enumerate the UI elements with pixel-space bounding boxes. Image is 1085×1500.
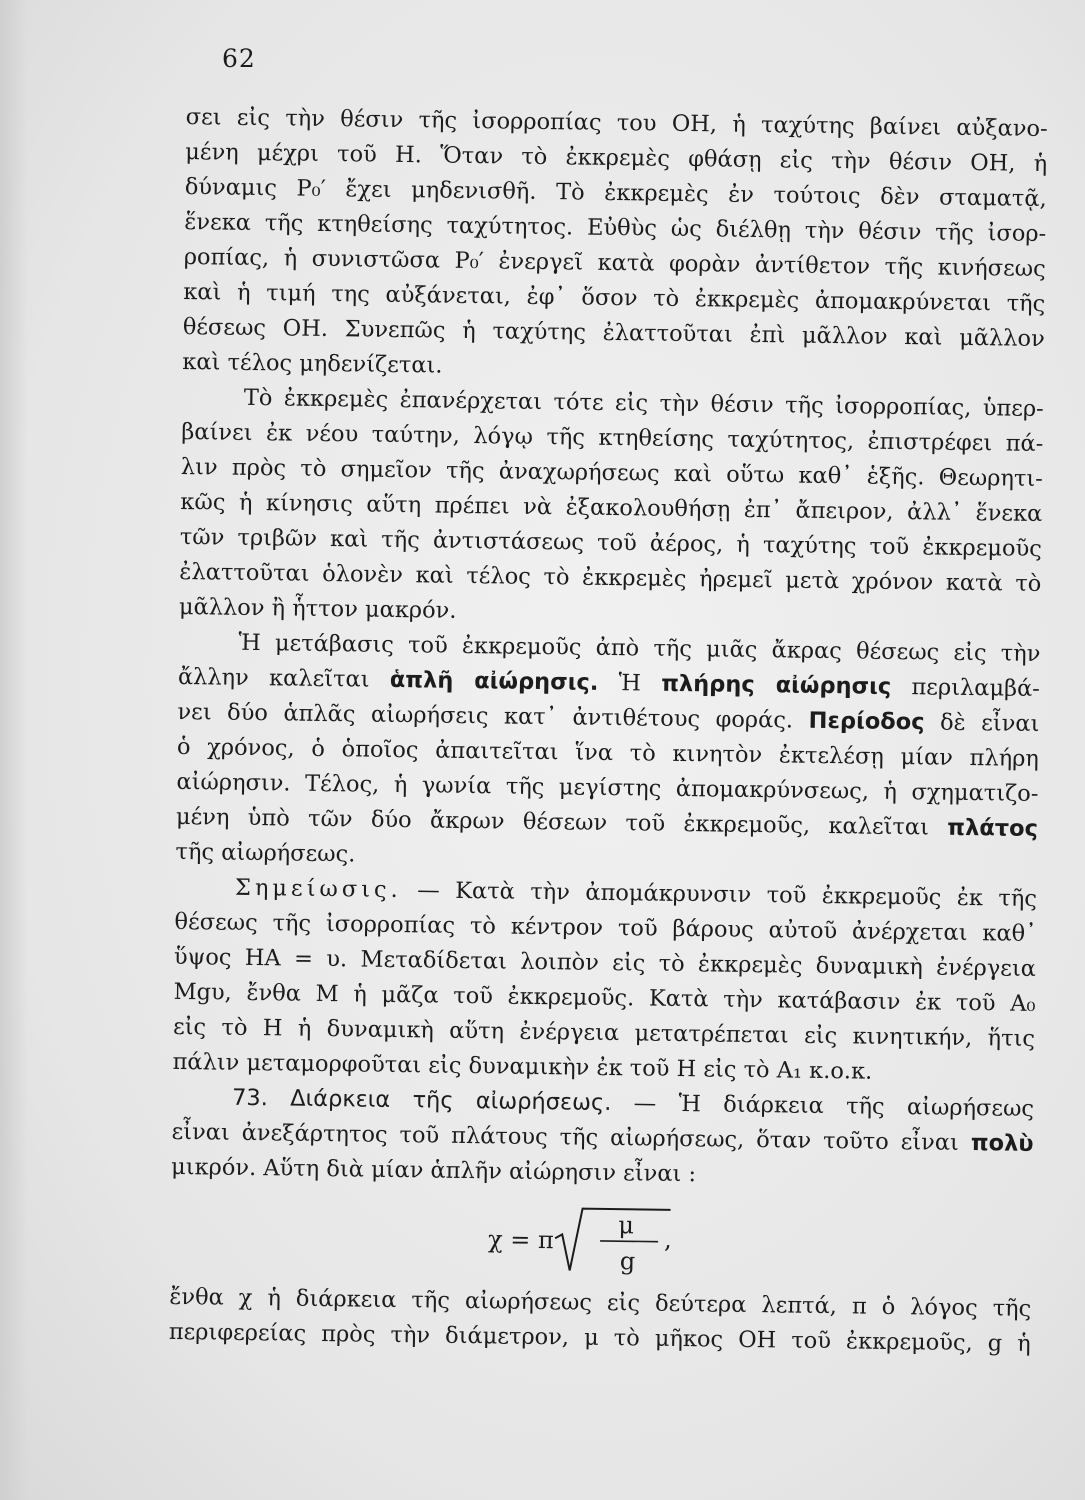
sqrt-sign (555, 1208, 671, 1272)
text-line: ροπίας, ἡ συνιστῶσα Ρ₀′ ἐνεργεῖ κατὰ φορὰν ἀντίθετον τῆς κινήσεως (183, 243, 1046, 283)
section-title: Διάρκεια τῆς αἰωρήσεως. (290, 1085, 612, 1117)
page-number: 62 (222, 44, 256, 73)
text-line: ὁ χρόνος, ὁ ὁποῖος ἀπαιτεῖται ἵνα τὸ κινητὸν ἐκτελέσῃ μίαν πλήρη (176, 733, 1040, 772)
text-span: νει δύο ἁπλᾶς αἰωρήσεις κατ᾽ ἀντιθέτους φοράς. (177, 698, 794, 734)
text-span: μένη ὑπὸ τῶν δύο ἄκρων θέσεων τοῦ ἐκκρεμοῦς, καλεῖται (175, 803, 930, 841)
text-line: Mgυ, ἔνθα Μ ἡ μᾶζα τοῦ ἐκκρεμοῦς. Κατὰ τὴν κατάβασιν ἐκ τοῦ Α₀ (173, 978, 1036, 1017)
formula-lhs: χ = π (487, 1225, 554, 1255)
term-very: πολὺ (970, 1130, 1034, 1157)
text-line: καὶ ἡ τιμή της αὐξάνεται, ἐφ᾽ ὅσον τὸ ἐκκρεμὲς ἀπομακρύνεται τῆς (183, 278, 1046, 318)
text-line: αἰώρησιν. Τέλος, ἡ γωνία τῆς μεγίστης ἀπομακρύνσεως, ἡ σχηματιζο- (176, 768, 1039, 807)
text-line: ἕνεκα τῆς κτηθείσης ταχύτητος. Εὐθὺς ὡς διέλθῃ τὴν θέσιν τῆς ἰσορ- (184, 208, 1047, 248)
text-line: λιν πρὸς τὸ σημεῖον τῆς ἀναχωρήσεως καὶ οὕτω καθ᾽ ἑξῆς. Θεωρητι- (180, 453, 1043, 492)
term-simple-oscillation: ἁπλῆ αἰώρησις. (389, 666, 599, 696)
text-line: ἔνθα χ ἡ διάρκεια τῆς αἰωρήσεως εἰς δεύτερα λεπτά, π ὁ λόγος τῆς (169, 1283, 1032, 1322)
period-formula (170, 1185, 1033, 1292)
text-line: τῆς αἰωρήσεως. (175, 838, 356, 868)
note-label: Σημείωσις. (234, 874, 402, 904)
body-text (169, 100, 1048, 1362)
text-line: περιφερείας πρὸς τὴν διάμετρον, μ τὸ μῆκος ΟΗ τοῦ ἐκκρεμοῦς, g ἡ (168, 1318, 1031, 1357)
term-amplitude: πλάτος (947, 814, 1039, 842)
text-span: ἄλλην καλεῖται (177, 663, 370, 693)
text-line: μένη μέχρι τοῦ Η. Ὅταν τὸ ἐκκρεμὲς φθάσῃ εἰς τὴν θέσιν ΟΗ, ἡ (185, 138, 1048, 178)
text-line: θέσεως τῆς ἰσορροπίας τὸ κέντρον τοῦ βάρους αὐτοῦ ἀνέρχεται καθ᾽ (174, 908, 1037, 947)
text-line: πάλιν μεταμορφοῦται εἰς δυναμικὴν ἐκ τοῦ Η εἰς τὸ Α₁ κ.ο.κ. (172, 1048, 873, 1085)
formula-graphic (170, 1185, 1031, 1292)
text-line: ἐλαττοῦται ὁλονὲν καὶ τέλος τὸ ἐκκρεμὲς ἠρεμεῖ μετὰ χρόνον κατὰ τὸ (179, 558, 1042, 597)
text-line: εἰς τὸ Η ἡ δυναμικὴ αὕτη ἐνέργεια μετατρέπεται εἰς κινητικήν, ἥτις (172, 1013, 1036, 1052)
formula-denominator: g (619, 1247, 636, 1276)
text-span: Ἡ (618, 670, 642, 697)
text-line: Τὸ ἐκκρεμὲς ἐπανέρχεται τότε εἰς τὴν θέσιν τῆς ἰσορροπίας, ὑπερ- (243, 384, 1044, 423)
text-span: εἶναι ἀνεξάρτητος τοῦ πλάτους τῆς αἰωρήσεως, ὅταν τοῦτο εἶναι (171, 1118, 960, 1156)
text-line: μικρόν. Αὕτη διὰ μίαν ἁπλῆν αἰώρησιν εἶναι : (170, 1153, 697, 1188)
text-line: καὶ τέλος μηδενίζεται. (182, 348, 443, 379)
formula-comma: , (663, 1225, 672, 1254)
section-number: 73. (231, 1084, 269, 1112)
text-line: βαίνει ἐκ νέου ταύτην, λόγῳ τῆς κτηθείσης ταχύτητος, ἐπιστρέφει πά- (181, 418, 1044, 458)
text-line: τῶν τριβῶν καὶ τῆς ἀντιστάσεως τοῦ ἀέρος, ἡ ταχύτης τοῦ ἐκκρεμοῦς (179, 523, 1042, 562)
text-line: θέσεως ΟΗ. Συνεπῶς ἡ ταχύτης ἐλαττοῦται ἐπὶ μᾶλλον καὶ μᾶλλον (182, 313, 1045, 353)
text-line: δύναμις Ρ₀′ ἔχει μηδενισθῆ. Τὸ ἐκκρεμὲς ἐν τούτοις δὲν σταματᾷ, (184, 173, 1047, 213)
page-gutter-shadow (0, 0, 28, 1500)
term-full-oscillation: πλήρης αἰώρησις (661, 670, 892, 700)
text-span: — Κατὰ τὴν ἀπομάκρυνσιν τοῦ ἐκκρεμοῦς ἐκ τῆς (417, 877, 1038, 912)
text-line: ὕψος ΗΑ = υ. Μεταδίδεται λοιπὸν εἰς τὸ ἐκκρεμὲς δυναμικὴ ἐνέργεια (173, 943, 1037, 982)
text-line: μᾶλλον ἢ ἧττον μακρόν. (178, 593, 457, 624)
text-span: περιλαμβά- (911, 674, 1041, 702)
text-span: δὲ εἶναι (939, 709, 1040, 737)
text-line: κῶς ἡ κίνησις αὕτη πρέπει νὰ ἐξακολουθήσῃ ἐπ᾽ ἄπειρον, ἀλλ᾽ ἕνεκα (180, 488, 1043, 527)
text-line: σει εἰς τὴν θέσιν τῆς ἰσορροπίας του ΟΗ, ἡ ταχύτης βαίνει αὐξανο- (185, 103, 1048, 143)
text-line: Ἡ μετάβασις τοῦ ἐκκρεμοῦς ἀπὸ τῆς μιᾶς ἄκρας θέσεως εἰς τὴν (238, 629, 1041, 667)
term-period: Περίοδος (808, 707, 925, 736)
formula-numerator: μ (618, 1211, 635, 1240)
fraction-bar (600, 1241, 658, 1242)
text-span: — Ἡ διάρκεια τῆς αἰωρήσεως (633, 1090, 1035, 1122)
